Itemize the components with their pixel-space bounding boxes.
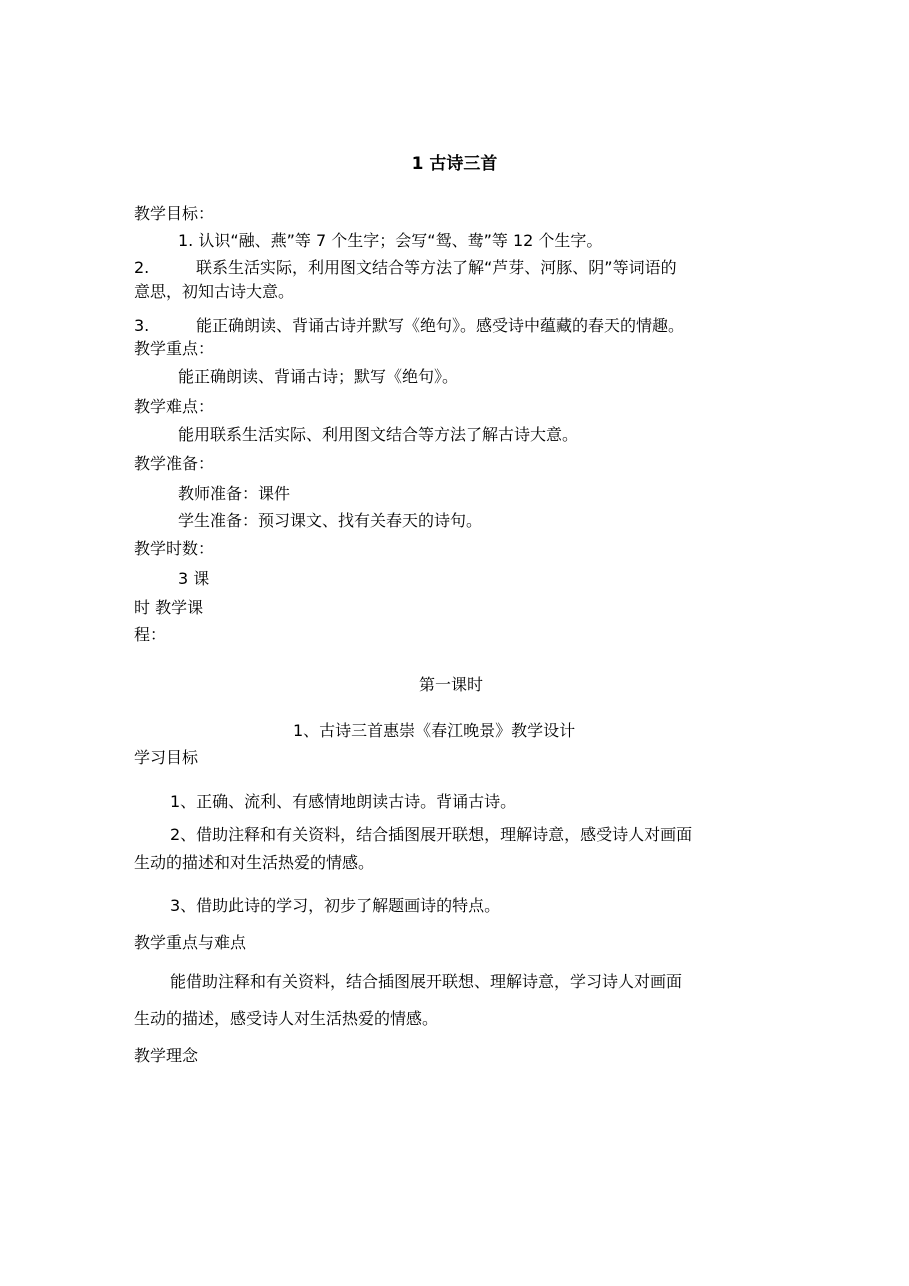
objective-item-2-number: 2. [134,258,150,277]
learning-goal-3: 3、借助此诗的学习，初步了解题画诗的特点。 [170,896,501,915]
learning-goal-2: 2、借助注释和有关资料，结合插图展开联想，理解诗意，感受诗人对画面 [170,825,693,844]
focus-heading: 教学重点与难点 [134,933,247,952]
lesson-subtitle: 1、古诗三首惠崇《春江晚景》教学设计 [293,721,576,740]
key-points-text: 能正确朗读、背诵古诗；默写《绝句》。 [178,367,459,386]
focus-text-continued: 生动的描述，感受诗人对生活热爱的情感。 [134,1009,439,1028]
lesson-heading: 第一课时 [419,675,484,694]
teaching-concept-heading: 教学理念 [134,1046,199,1065]
focus-text: 能借助注释和有关资料，结合插图展开联想、理解诗意，学习诗人对画面 [170,972,683,991]
teacher-preparation: 教师准备：课件 [178,484,291,503]
objectives-heading: 教学目标： [134,204,215,223]
difficulties-heading: 教学难点： [134,397,215,416]
learning-goals-heading: 学习目标 [134,748,199,767]
hours-line-3: 程： [134,625,167,644]
objective-item-3: 能正确朗读、背诵古诗并默写《绝句》。感受诗中蕴藏的春天的情趣。 [196,316,685,335]
objective-item-3-number: 3. [134,316,150,335]
difficulties-text: 能用联系生活实际、利用图文结合等方法了解古诗大意。 [178,425,579,444]
learning-goal-1: 1、正确、流利、有感情地朗读古诗。背诵古诗。 [170,792,517,811]
objective-item-2-continued: 意思，初知古诗大意。 [134,282,295,301]
objective-item-1: 1. 认识“融、燕”等 7 个生字；会写“鸳、鸯”等 12 个生字。 [178,231,603,250]
learning-goal-2-continued: 生动的描述和对生活热爱的情感。 [134,853,375,872]
page-title: 1 古诗三首 [411,154,498,174]
hours-heading: 教学时数： [134,539,215,558]
preparation-heading: 教学准备： [134,454,215,473]
student-preparation: 学生准备：预习课文、找有关春天的诗句。 [178,511,483,530]
objective-item-2: 联系生活实际，利用图文结合等方法了解“芦芽、河豚、阴”等词语的 [196,258,677,277]
key-points-heading: 教学重点： [134,339,215,358]
hours-line-1: 3 课 [178,569,210,588]
hours-line-2: 时 教学课 [134,598,204,617]
